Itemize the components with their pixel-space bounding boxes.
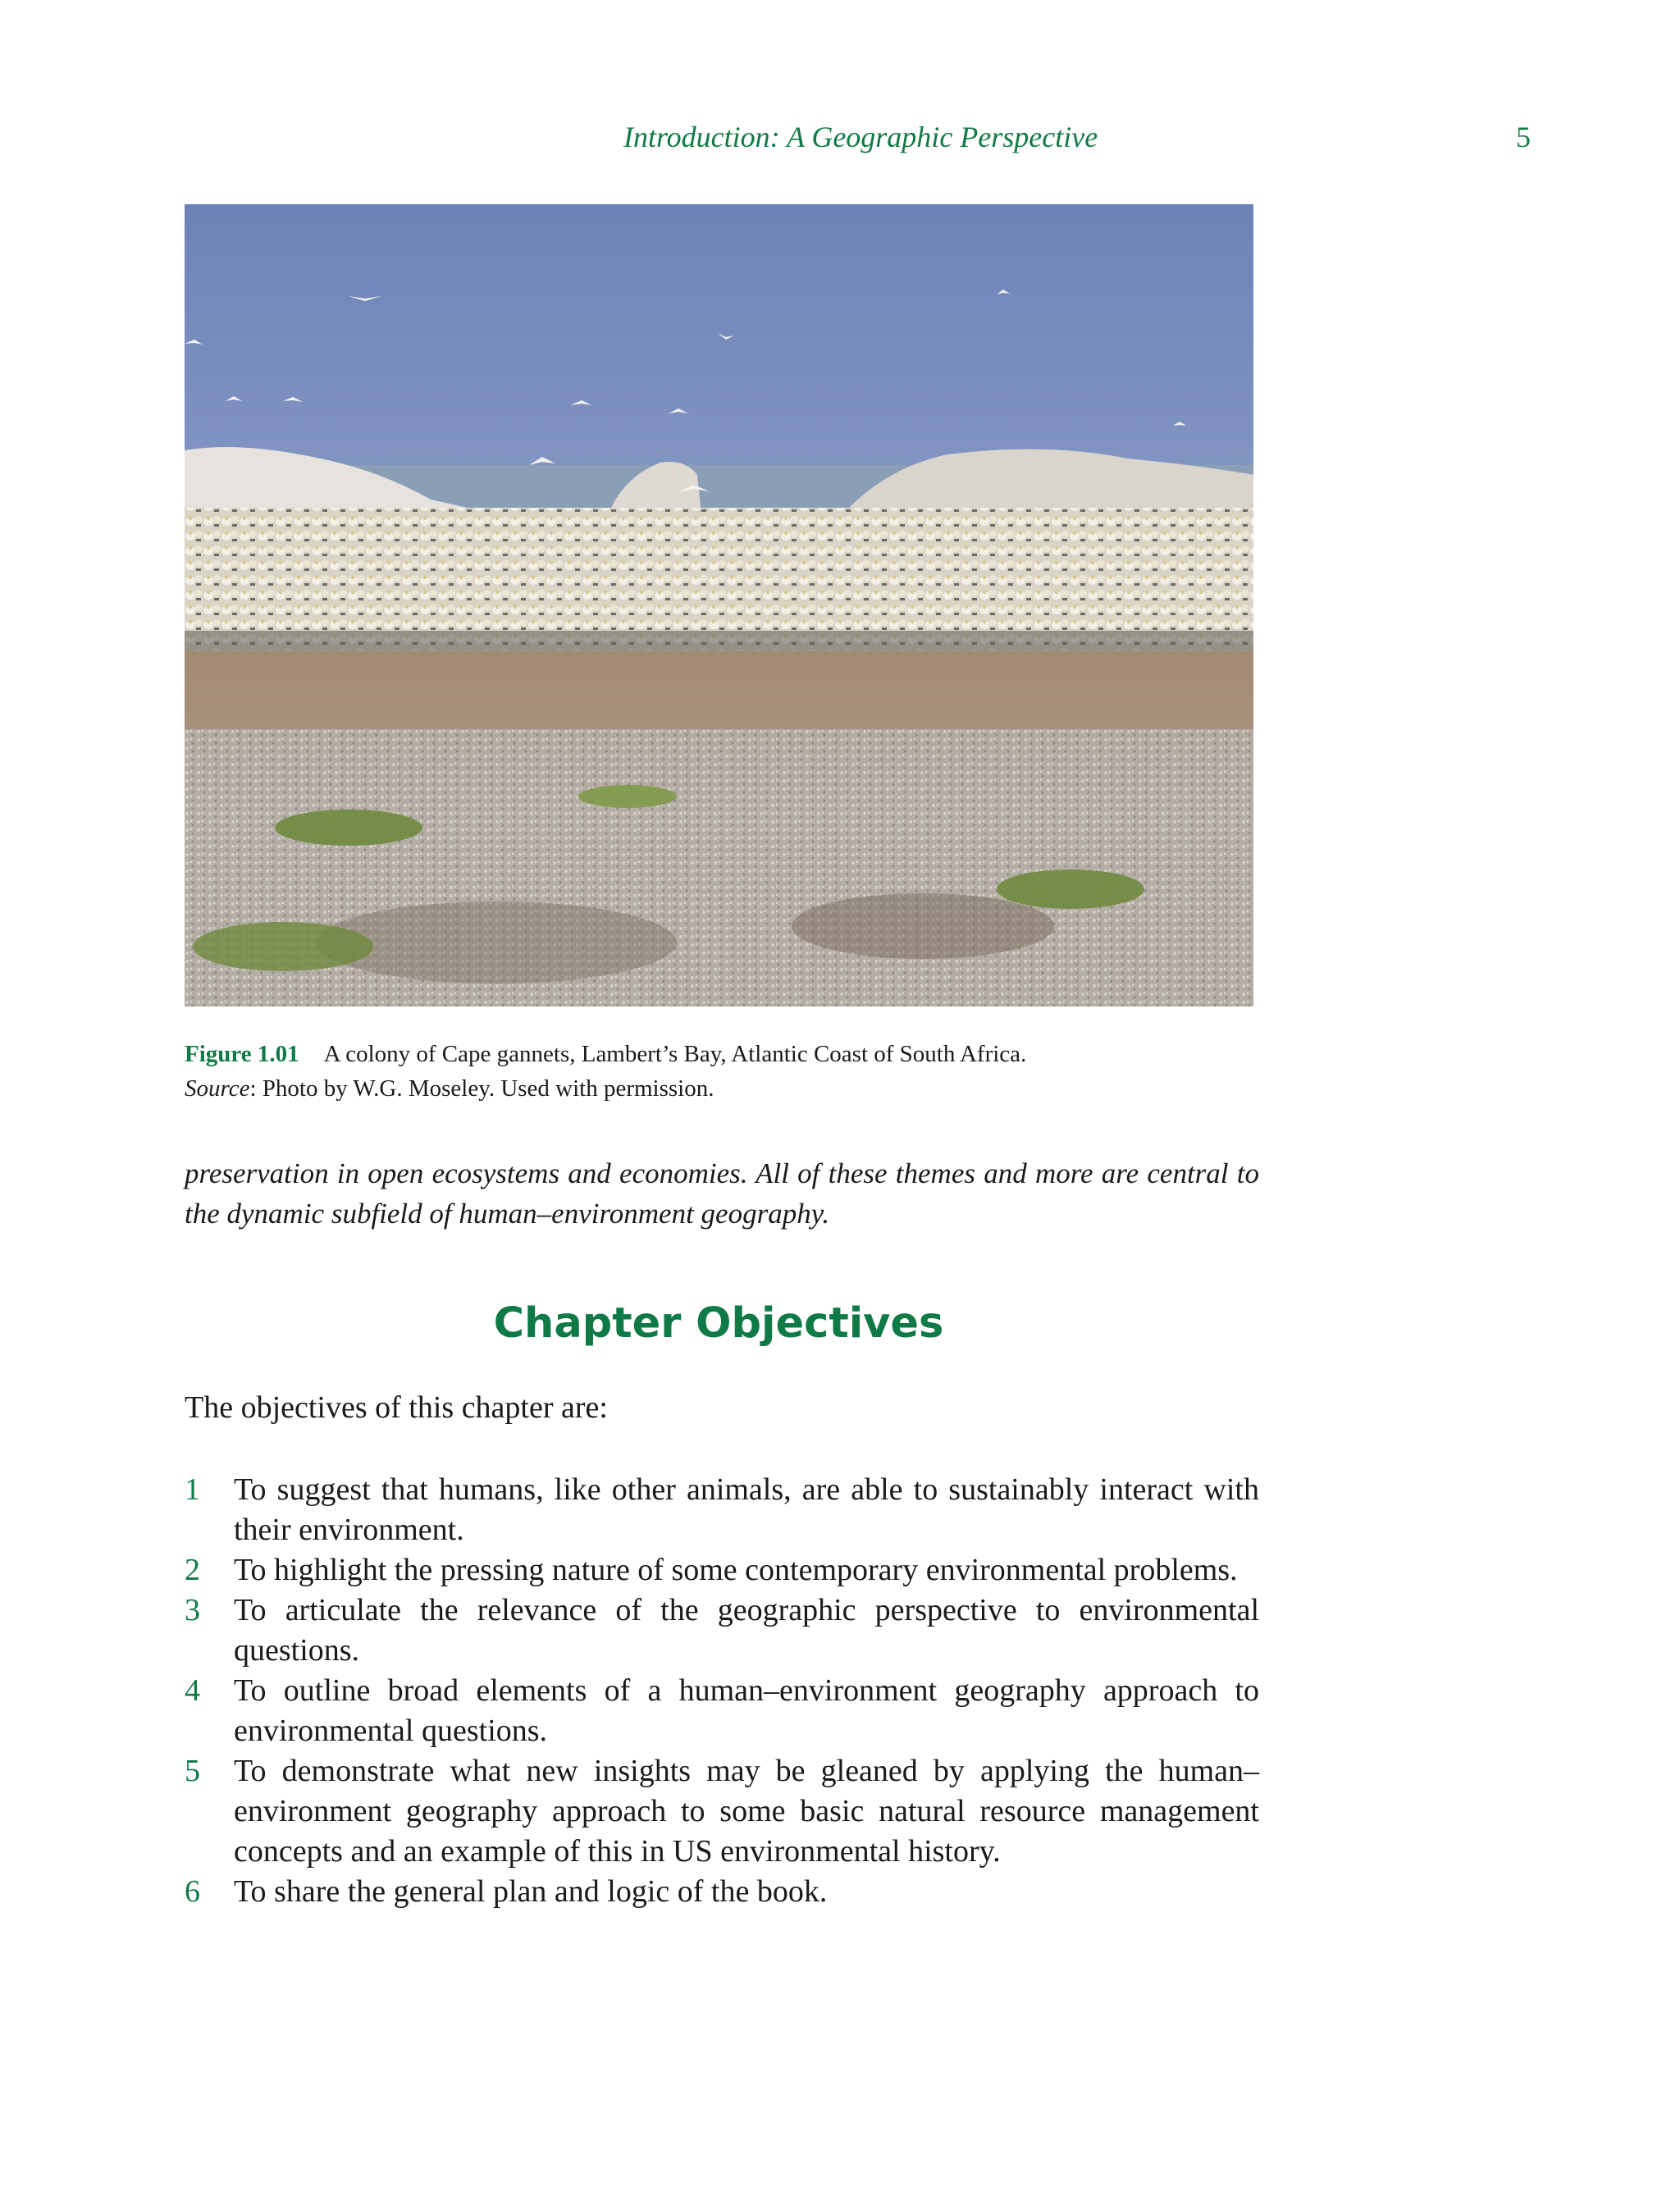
body-paragraph: preservation in open ecosystems and economies. All of these themes and more are central to the dynamic subfield of human–environment geography. [185, 1157, 1259, 1230]
objective-item [185, 1671, 1259, 1751]
caption-text: A colony of Cape gannets, Lambert’s Bay, Atlantic Coast of South Africa. [323, 1041, 1027, 1067]
objectives-intro: The objectives of this chapter are: [185, 1390, 608, 1425]
objectives-list [185, 1470, 1259, 1912]
objective-item [185, 1872, 1259, 1912]
objective-number: 6 [185, 1874, 200, 1909]
page-number: 5 [1516, 121, 1531, 153]
objective-number: 1 [185, 1472, 200, 1507]
objective-item [185, 1751, 1259, 1872]
objective-text: To share the general plan and logic of the book. [234, 1874, 828, 1909]
running-title: Introduction: A Geographic Perspective [623, 121, 1098, 153]
objective-number: 5 [185, 1754, 200, 1788]
objective-text: To articulate the relevance of the geographic perspective to environmental questions. [234, 1593, 1259, 1668]
objective-number: 3 [185, 1593, 200, 1627]
source-text: : Photo by W.G. Moseley. Used with permission. [249, 1075, 714, 1102]
caption-line [185, 1037, 1259, 1071]
gannet-colony-illustration [185, 204, 1253, 1006]
objective-item [185, 1470, 1259, 1550]
figure-photo [185, 204, 1253, 1006]
objective-text: To highlight the pressing nature of some contemporary environmental problems. [234, 1553, 1238, 1587]
objective-number: 4 [185, 1673, 200, 1708]
objective-item [185, 1550, 1259, 1590]
running-header [0, 120, 1680, 161]
section-heading: Chapter Objectives [493, 1299, 944, 1348]
figure-caption [185, 1037, 1259, 1106]
source-line [185, 1071, 1259, 1106]
objective-text: To demonstrate what new insights may be gleaned by applying the human–environment geography approach to some basic natural resource management concepts and an example of this in US environmental history. [234, 1754, 1259, 1869]
objective-text: To outline broad elements of a human–environment geography approach to environmental questions. [234, 1673, 1259, 1748]
source-label: Source [185, 1075, 250, 1102]
objective-number: 2 [185, 1553, 200, 1587]
objective-text: To suggest that humans, like other animals, are able to sustainably interact with their environment. [234, 1472, 1259, 1547]
figure-label: Figure 1.01 [185, 1041, 299, 1067]
objective-item [185, 1590, 1259, 1671]
